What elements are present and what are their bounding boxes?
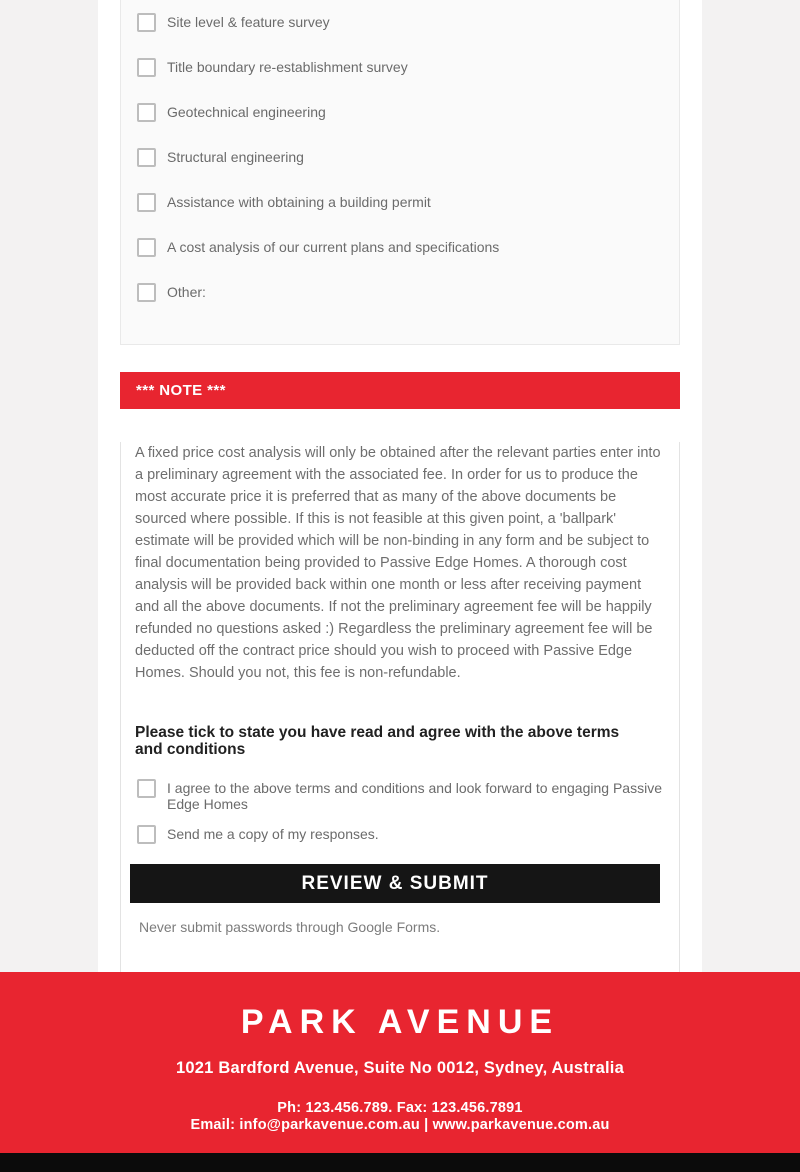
note-section-header: [120, 372, 680, 409]
checkbox-label: Send me a copy of my responses.: [167, 826, 379, 842]
checkbox-label: Other:: [167, 284, 206, 300]
checkbox-label: Site level & feature survey: [167, 14, 330, 30]
review-submit-button[interactable]: REVIEW & SUBMIT: [130, 864, 660, 903]
terms-heading: Please tick to state you have read and agree with the above terms and conditions: [135, 724, 620, 758]
checkbox-icon[interactable]: [137, 238, 156, 257]
agree-options-list: [121, 779, 679, 844]
checkbox-label: Title boundary re-establishment survey: [167, 59, 408, 75]
checkbox-icon[interactable]: [137, 779, 156, 798]
checkbox-label: I agree to the above terms and conditions and look forward to engaging Passive Edge Homes: [167, 780, 662, 812]
checkbox-icon[interactable]: [137, 283, 156, 302]
checkbox-option[interactable]: [137, 13, 679, 32]
checkbox-label: A cost analysis of our current plans and specifications: [167, 239, 500, 255]
note-header-label: *** NOTE ***: [136, 382, 226, 399]
checkbox-label: Geotechnical engineering: [167, 104, 326, 120]
checkbox-option[interactable]: [137, 825, 679, 844]
checkbox-icon[interactable]: [137, 13, 156, 32]
checkbox-icon[interactable]: [137, 58, 156, 77]
bottom-bar: [0, 1153, 800, 1172]
footer: [0, 972, 800, 1153]
form-column: [98, 0, 702, 972]
checkbox-option[interactable]: [137, 58, 679, 77]
checkbox-label: Assistance with obtaining a building permit: [167, 194, 431, 210]
services-question-card: [120, 0, 680, 345]
checkbox-label: Structural engineering: [167, 149, 304, 165]
checkbox-option[interactable]: [137, 283, 679, 302]
checkbox-option[interactable]: [137, 238, 679, 257]
checkbox-icon[interactable]: [137, 148, 156, 167]
footer-phone-fax: Ph: 123.456.789. Fax: 123.456.7891: [277, 1100, 523, 1116]
checkbox-option[interactable]: [137, 193, 679, 212]
checkbox-option[interactable]: [137, 148, 679, 167]
checkbox-icon[interactable]: [137, 103, 156, 122]
footer-brand-title: PARK AVENUE: [240, 1003, 560, 1041]
checkbox-option[interactable]: [137, 103, 679, 122]
checkbox-icon[interactable]: [137, 825, 156, 844]
checkbox-option[interactable]: [137, 779, 679, 812]
footer-address: 1021 Bardford Avenue, Suite No 0012, Sydney, Australia: [176, 1059, 624, 1077]
google-forms-disclaimer: Never submit passwords through Google Forms.: [139, 919, 441, 935]
checkbox-icon[interactable]: [137, 193, 156, 212]
note-body-text: A fixed price cost analysis will only be obtained after the relevant parties enter into a preliminary agreement with the associated fee. In order for us to produce the most accurate price it is preferred that as many of the above documents be sourced where possible. If this is not feasible at this given point, a 'ballpark' estimate will be provided which will be non-binding in any form and be subject to final documentation being provided to Passive Edge Homes. A thorough cost analysis will be provided back within one month or less after receiving payment and all the above documents. If not the preliminary agreement fee will be happily refunded no questions asked :) Regardless the preliminary agreement fee will be deducted off the contract price should you wish to proceed with Passive Edge Homes. Should you not, this fee is non-refundable.: [135, 445, 661, 681]
note-card: [120, 442, 680, 978]
footer-email-website: Email: info@parkavenue.com.au | www.parkavenue.com.au: [190, 1117, 610, 1133]
